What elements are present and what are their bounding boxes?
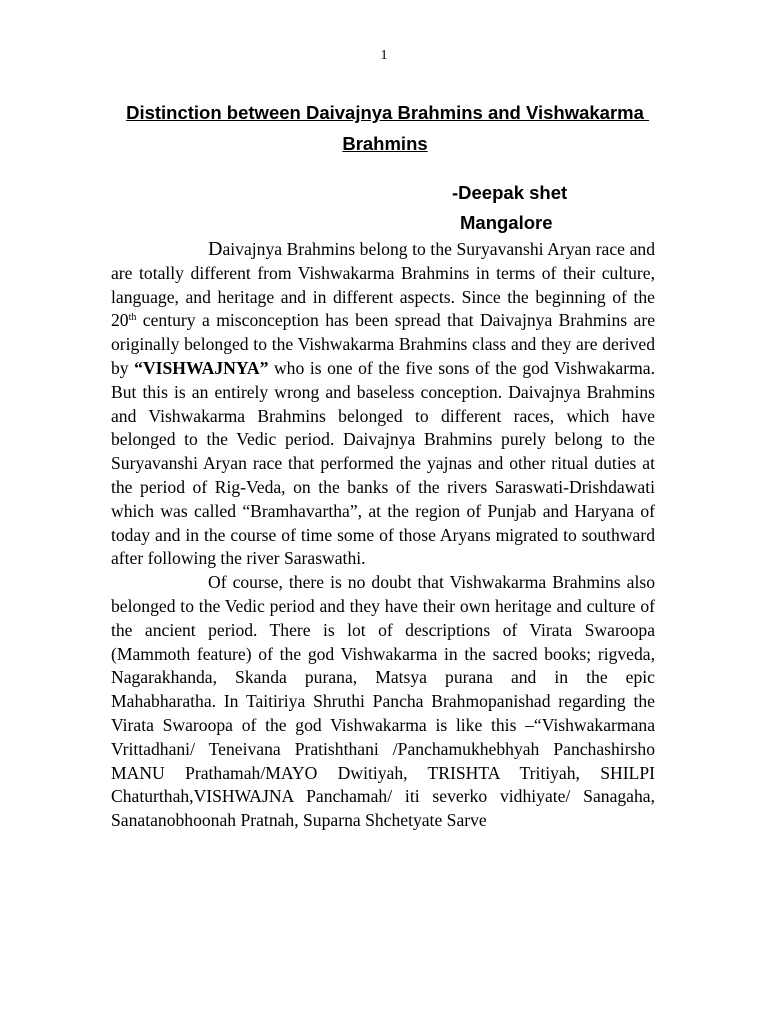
bold-term-vishwajnya: “VISHWAJNYA” — [134, 357, 269, 378]
paragraph-2: Of course, there is no doubt that Vishwakarma Brahmins also belonged to the Vedic period and they have their own heritage and culture of the ancient period. There is lot of descriptions of Virata Swaroopa (Mammoth feature) of the god Vishwakarma in the sacred books; rigveda, Nagarakhanda, Skanda purana, Matsya purana and in the epic Mahabharatha. In Taitiriya Shruthi Pancha Brahmopanishad regarding the Virata Swaroopa of the god Vishwakarma is like this –“Vishwakarmana Vrittadhani/ Teneivana Pratishthani /Panchamukhebhyah Panchashirsho MANU Prathamah/MAYO Dwitiyah, TRISHTA Tritiyah, SHILPI Chaturthah,VISHWAJNA Panchamah/ iti severko vidhiyate/ Sanagaha, Sanatanobhoonah Pratnah, Suparna Shchetyate Sarve — [111, 572, 655, 831]
document-title: Distinction between Daivajnya Brahmins and Vishwakarma Brahmins — [126, 102, 650, 154]
paragraph-1 — [111, 238, 655, 571]
drop-cap: D — [208, 238, 223, 260]
paragraph-1-text-c: who is one of the five sons of the god Vishwakarma. But this is an entirely wrong and baseless conception. Daivajnya Brahmins and Vishwakarma Brahmins belonged to different races, which have belonged to the Vedic period. Daivajnya Brahmins purely belong to the Suryavanshi Aryan race that performed the yajnas and other ritual duties at the period of Rig-Veda, on the banks of the rivers Saraswati-Drishdawati which was called “Bramhavartha”, at the region of Punjab and Haryana of today and in the course of time some of those Aryans migrated to southward after following the river Saraswathi. — [111, 357, 655, 569]
superscript-th: th — [128, 312, 137, 324]
page-number: 1 — [380, 48, 388, 63]
paragraph-1-text-b: century a misconception has been spread that Daivajnya Brahmins are originally belonged to the Vishwakarma Brahmins class and they are derived by — [111, 310, 655, 378]
paragraph-1-text-a: aivajnya Brahmins belong to the Suryavanshi Aryan race and are totally different from Vishwakarma Brahmins in terms of their culture, language, and heritage and in different aspects. Since the beginning of the 20 — [111, 239, 655, 331]
author-place: Mangalore — [460, 212, 553, 233]
author-name: -Deepak shet — [452, 182, 568, 203]
body-text — [111, 238, 655, 833]
